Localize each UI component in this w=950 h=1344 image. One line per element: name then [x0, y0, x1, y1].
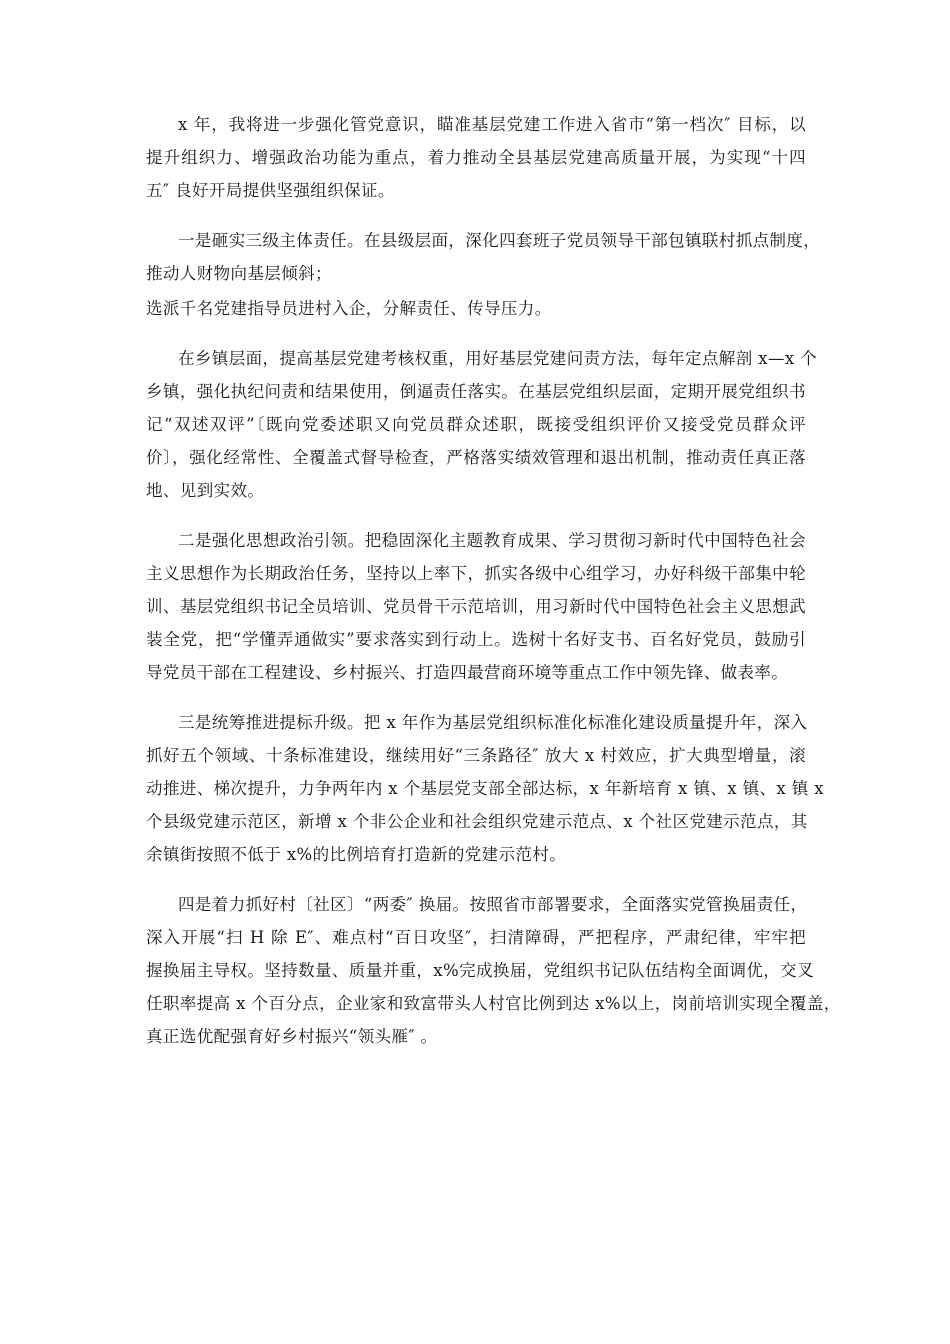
text-line: 动推进、梯次提升，力争两年内 x 个基层党支部全部达标，x 年新培育 x 镇、x 镇、x 镇 x	[146, 779, 824, 798]
paragraph-elections	[146, 888, 841, 1053]
text-line: 个县级党建示范区，新增 x 个非公企业和社会组织党建示范点、x 个社区党建示范点，其	[146, 812, 808, 831]
document-body	[146, 108, 841, 1070]
text-line: 握换届主导权。坚持数量、质量并重，x%完成换届，党组织书记队伍结构全面调优，交叉	[146, 961, 814, 980]
text-line: 真正选优配强育好乡村振兴“领头雁″ 。	[146, 1027, 438, 1046]
text-line: 乡镇，强化执纪问责和结果使用，倒逼责任落实。在基层党组织层面，定期开展党组织书	[146, 382, 806, 401]
text-line: 二是强化思想政治引领。把稳固深化主题教育成果、学习贯彻习新时代中国特色社会	[178, 531, 806, 550]
text-line: 提升组织力、增强政治功能为重点，着力推动全县基层党建高质量开展，为实现“十四	[146, 148, 806, 167]
text-line: x 年，我将进一步强化管党意识，瞄准基层党建工作进入省市“第一档次″ 目标，以	[178, 115, 806, 134]
text-line: 一是砸实三级主体责任。在县级层面，深化四套班子党员领导干部包镇联村抓点制度，	[178, 231, 821, 250]
paragraph-instructors	[146, 292, 806, 325]
paragraph-ideology	[146, 524, 806, 689]
text-line: 地、见到实效。	[146, 481, 265, 500]
text-line: 选派千名党建指导员进村入企，分解责任、传导压力。	[146, 299, 552, 318]
paragraph-standards	[146, 706, 824, 871]
text-line: 余镇街按照不低于 x%的比例培育打造新的党建示范村。	[146, 845, 567, 864]
text-line: 三是统筹推进提标升级。把 x 年作为基层党组织标准化标准化建设质量提升年，深入	[178, 713, 808, 732]
text-line: 五″ 良好开局提供坚强组织保证。	[146, 181, 395, 200]
text-line: 在乡镇层面，提高基层党建考核权重，用好基层党建问责方法，每年定点解剖 x—x 个	[178, 349, 818, 368]
text-line: 主义思想作为长期政治任务，坚持以上率下，抓实各级中心组学习，办好科级干部集中轮	[146, 564, 806, 583]
text-line: 装全党，把“学懂弄通做实”要求落实到行动上。选树十名好支书、百名好党员，鼓励引	[146, 630, 806, 649]
text-line: 深入开展“扫 H 除 E″、难点村“百日攻坚″，扫清障碍，严把程序，严肃纪律，牢牢把	[146, 928, 806, 947]
text-line: 记“双述双评”〔既向党委述职又向党员群众述职，既接受组织评价又接受党员群众评	[146, 415, 806, 434]
paragraph-intro	[146, 108, 806, 207]
paragraph-responsibility	[146, 224, 821, 290]
text-line: 导党员干部在工程建设、乡村振兴、打造四最营商环境等重点工作中领先锋、做表率。	[146, 663, 789, 682]
text-line: 价〕，强化经常性、全覆盖式督导检查，严格落实绩效管理和退出机制，推动责任真正落	[146, 448, 806, 467]
text-line: 抓好五个领域、十条标准建设，继续用好“三条路径″ 放大 x 村效应，扩大典型增量，滚	[146, 746, 806, 765]
paragraph-township-level	[146, 342, 818, 507]
text-line: 训、基层党组织书记全员培训、党员骨干示范培训，用习新时代中国特色社会主义思想武	[146, 597, 806, 616]
text-line: 四是着力抓好村〔社区〕“两委″ 换届。按照省市部署要求，全面落实党管换届责任，	[178, 895, 808, 914]
text-line: 任职率提高 x 个百分点，企业家和致富带头人村官比例到达 x%以上，岗前培训实现全覆盖，	[146, 994, 841, 1013]
text-line: 推动人财物向基层倾斜；	[146, 264, 332, 283]
